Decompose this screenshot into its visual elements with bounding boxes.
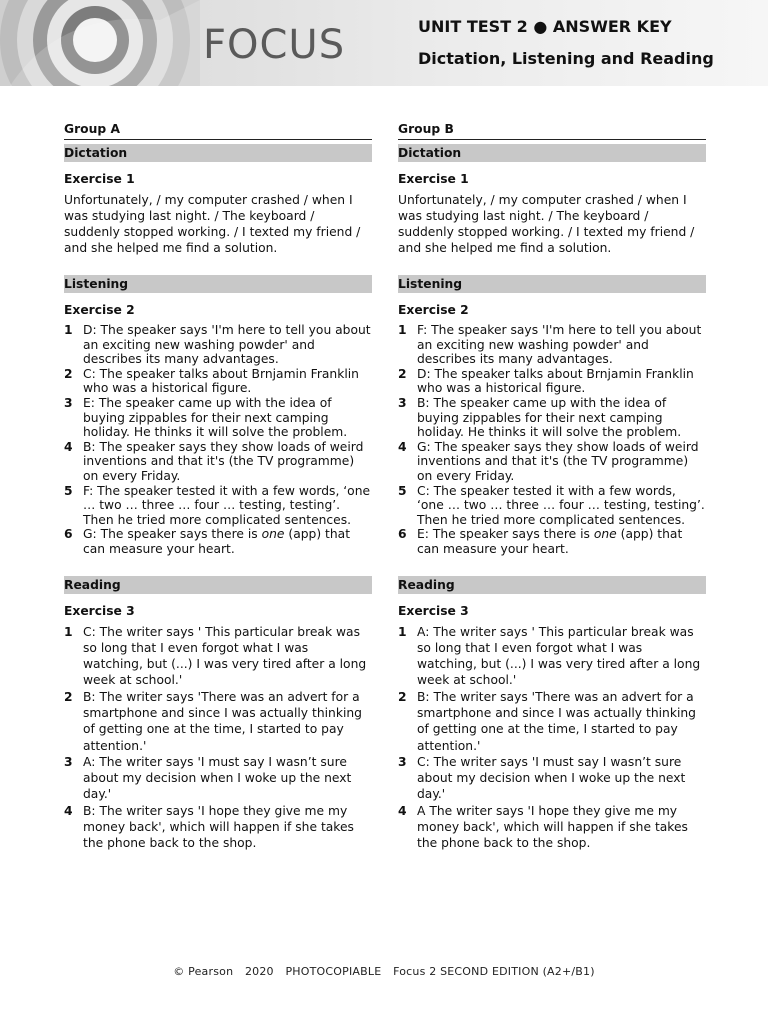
item-number: 6	[64, 527, 73, 542]
list-item	[64, 803, 372, 852]
item-number: 2	[398, 689, 407, 704]
footer-photocopiable: PHOTOCOPIABLE	[285, 965, 382, 978]
item-text-before: G: The speaker says there is	[83, 527, 262, 542]
item-number: 6	[398, 527, 407, 542]
group-b-title: Group B	[398, 121, 706, 140]
list-item	[398, 754, 706, 803]
reading-heading: Reading	[398, 576, 706, 594]
list-item	[398, 484, 706, 528]
item-text: C: The speaker tested it with a few words, ‘one … two … three … four … testing, testing’. Then he tried more complicated sentences.	[417, 483, 705, 527]
item-number: 3	[398, 754, 407, 769]
item-number: 4	[398, 803, 407, 818]
list-item	[398, 440, 706, 484]
item-number: 3	[398, 395, 407, 410]
list-item	[64, 527, 372, 556]
item-text: B: The speaker says they show loads of weird inventions and that it's (the TV programme) on every Friday.	[83, 439, 364, 483]
listening-heading: Listening	[64, 275, 372, 293]
listening-answer-list	[398, 323, 706, 557]
list-item	[64, 367, 372, 396]
item-text: B: The writer says 'I hope they give me my money back', which will happen if she takes the phone back to the shop.	[83, 803, 354, 851]
list-item	[398, 396, 706, 440]
item-text: C: The writer says 'I must say I wasn’t sure about my decision when I woke up the next day.'	[417, 754, 686, 802]
exercise-3-title: Exercise 3	[64, 603, 135, 618]
item-number: 3	[64, 395, 73, 410]
item-text-before: E: The speaker says there is	[417, 527, 594, 542]
list-item	[64, 323, 372, 367]
group-b-column	[398, 121, 706, 852]
footer-copyright: © Pearson	[173, 965, 234, 978]
listening-heading: Listening	[398, 275, 706, 293]
page-subtitle: Dictation, Listening and Reading	[418, 49, 714, 68]
item-number: 1	[64, 624, 73, 639]
list-item	[64, 754, 372, 803]
listening-answer-list	[64, 323, 372, 557]
list-item	[64, 689, 372, 754]
item-text-after: (app) that can measure your heart.	[83, 527, 351, 556]
item-number: 5	[64, 483, 73, 498]
list-item	[64, 484, 372, 528]
exercise-2-title: Exercise 2	[64, 303, 135, 317]
item-text: F: The speaker tested it with a few words, ‘one … two … three … four … testing, testing’. Then he tried more complicated sentences.	[83, 483, 371, 527]
reading-heading: Reading	[64, 576, 372, 594]
dictation-heading: Dictation	[398, 144, 706, 162]
item-text: D: The speaker says 'I'm here to tell you about an exciting new washing powder' and describes its many advantages.	[83, 323, 371, 367]
exercise-1-title: Exercise 1	[398, 172, 469, 186]
item-text: G: The speaker says they show loads of weird inventions and that it's (the TV programme) on every Friday.	[417, 439, 699, 483]
group-a-column	[64, 121, 372, 852]
circle-logo-graphic	[0, 0, 200, 86]
list-item	[398, 689, 706, 754]
item-text: A: The writer says 'I must say I wasn’t sure about my decision when I woke up the next day.'	[83, 754, 352, 802]
list-item	[398, 367, 706, 396]
item-text: E: The speaker came up with the idea of buying zippables for their next camping holiday. He thinks it will solve the problem.	[83, 395, 348, 440]
page-footer	[0, 965, 768, 978]
item-text: D: The speaker talks about Brnjamin Franklin who was a historical figure.	[417, 366, 694, 396]
item-text: B: The speaker came up with the idea of buying zippables for their next camping holiday. He thinks it will solve the problem.	[417, 395, 682, 440]
group-a-title: Group A	[64, 121, 372, 140]
item-number: 2	[398, 366, 407, 381]
item-text: A: The writer says ' This particular break was so long that I even forgot what I was watching, but (...) I was very tired after a long week at school.'	[417, 624, 701, 688]
item-text-emphasis: one	[593, 527, 617, 542]
list-item	[64, 440, 372, 484]
item-number: 2	[64, 689, 73, 704]
exercise-2-title: Exercise 2	[398, 303, 469, 317]
item-text: C: The speaker talks about Brnjamin Franklin who was a historical figure.	[83, 366, 359, 396]
item-number: 1	[398, 323, 407, 337]
item-number: 4	[64, 439, 73, 454]
item-text: B: The writer says 'There was an advert for a smartphone and since I was actually thinking of getting one at the time, I started to pay attention.'	[417, 689, 696, 753]
item-number: 2	[64, 366, 73, 381]
page-title: UNIT TEST 2 ● ANSWER KEY	[418, 17, 672, 36]
brand-logo: FOCUS	[203, 22, 346, 68]
item-text: F: The speaker says 'I'm here to tell you about an exciting new washing powder' and describes its many advantages.	[417, 323, 702, 367]
dictation-text: Unfortunately, / my computer crashed / when I was studying last night. / The keyboard / suddenly stopped working. / I texted my friend / and she helped me find a solution.	[398, 193, 695, 255]
item-number: 3	[64, 754, 73, 769]
item-text-emphasis: one	[261, 527, 285, 542]
header-banner	[0, 0, 768, 86]
item-number: 5	[398, 483, 407, 498]
item-text: A The writer says 'I hope they give me my money back', which will happen if she takes the phone back to the shop.	[417, 803, 688, 851]
dictation-heading: Dictation	[64, 144, 372, 162]
item-text-after: (app) that can measure your heart.	[417, 527, 683, 556]
item-number: 4	[398, 439, 407, 454]
item-number: 1	[64, 323, 73, 337]
item-text: B: The writer says 'There was an advert for a smartphone and since I was actually thinking of getting one at the time, I started to pay attention.'	[83, 689, 362, 753]
list-item	[398, 323, 706, 367]
list-item	[64, 624, 372, 689]
reading-answer-list	[398, 624, 706, 852]
reading-answer-list	[64, 624, 372, 852]
list-item	[398, 803, 706, 852]
list-item	[398, 527, 706, 556]
item-text: C: The writer says ' This particular break was so long that I even forgot what I was watching, but (...) I was very tired after a long week at school.'	[83, 624, 367, 688]
item-number: 1	[398, 624, 407, 639]
footer-edition: Focus 2 SECOND EDITION (A2+/B1)	[393, 965, 595, 978]
exercise-1-title: Exercise 1	[64, 172, 135, 186]
exercise-3-title: Exercise 3	[398, 603, 469, 618]
list-item	[398, 624, 706, 689]
item-number: 4	[64, 803, 73, 818]
dictation-text: Unfortunately, / my computer crashed / when I was studying last night. / The keyboard / suddenly stopped working. / I texted my friend / and she helped me find a solution.	[64, 193, 361, 255]
footer-year: 2020	[244, 965, 274, 978]
list-item	[64, 396, 372, 440]
